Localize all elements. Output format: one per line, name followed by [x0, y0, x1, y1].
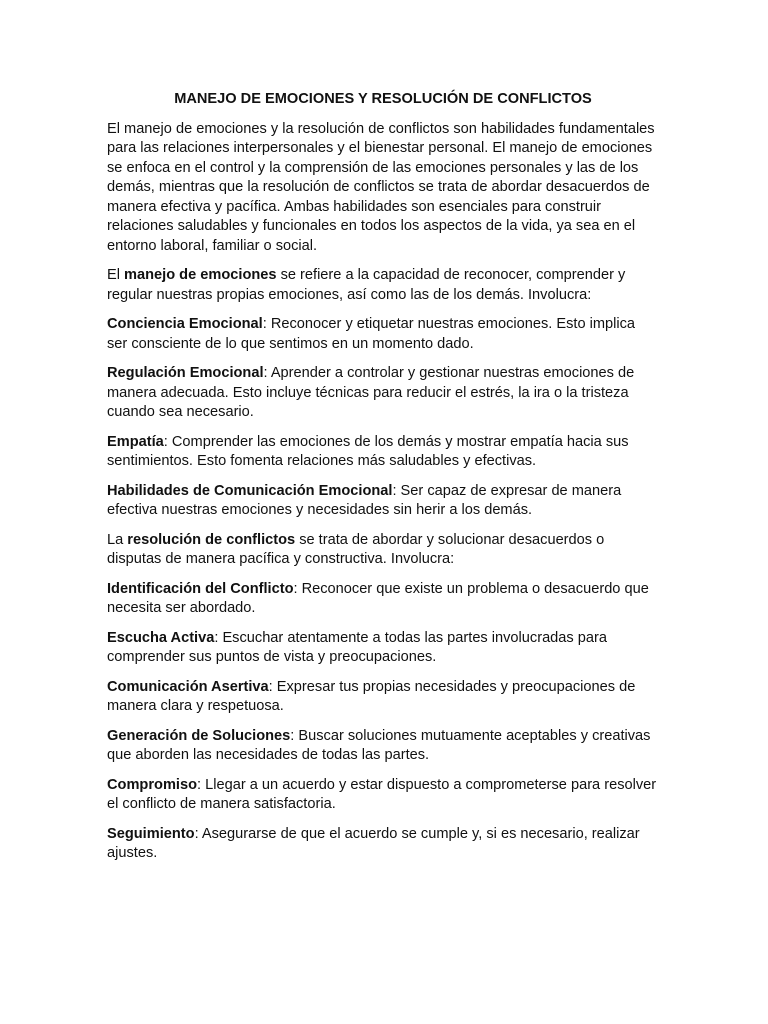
emotion-item [107, 433, 659, 472]
emotions-post-text: se refiere a la capacidad de reconocer, comprender y regular nuestras propias emociones, así como las de los demás. Involucra: [107, 267, 626, 303]
emotions-term: manejo de emociones [124, 267, 277, 284]
conflict-item-term: Compromiso [107, 776, 197, 793]
emotion-item [107, 482, 659, 521]
conflict-item-desc: : Expresar tus propias necesidades y preocupaciones de manera clara y respetuosa. [107, 678, 636, 715]
emotion-item-desc: : Aprender a controlar y gestionar nuestras emociones de manera adecuada. Esto incluye técnicas para reducir el estrés, la ira o la tristeza cuando sea necesario. [107, 365, 635, 421]
emotions-definition-paragraph [107, 266, 659, 305]
conflicts-post-text: se trata de abordar y solucionar desacuerdos o disputas de manera pacífica y constructiva. Involucra: [107, 531, 605, 568]
conflicts-term: resolución de conflictos [127, 531, 296, 548]
conflict-item [107, 776, 659, 815]
emotion-item-term: Regulación Emocional [107, 365, 264, 382]
conflict-item-term: Comunicación Asertiva [107, 678, 269, 695]
emotion-item-term: Empatía [107, 433, 164, 450]
conflicts-pre-text: La [107, 531, 128, 548]
conflict-item-desc: : Reconocer que existe un problema o desacuerdo que necesita ser abordado. [107, 580, 649, 617]
emotion-item-desc: : Ser capaz de expresar de manera efectiva nuestras emociones y necesidades sin herir a los demás. [107, 482, 622, 519]
emotions-pre-text: El [107, 267, 125, 284]
conflict-item-term: Identificación del Conflicto [107, 580, 294, 597]
conflict-item-desc: : Asegurarse de que el acuerdo se cumple y, si es necesario, realizar ajustes. [107, 825, 640, 862]
conflict-item [107, 825, 659, 864]
conflict-item-term: Seguimiento [107, 825, 195, 842]
conflict-item [107, 727, 659, 766]
emotion-item [107, 364, 659, 423]
document-page [107, 90, 659, 874]
conflict-item-term: Escucha Activa [107, 629, 215, 646]
emotion-item [107, 315, 659, 354]
intro-paragraph: El manejo de emociones y la resolución de conflictos son habilidades fundamentales para las relaciones interpersonales y el bienestar personal. El manejo de emociones se enfoca en el control y la comprensión de las emociones personales y las de los demás, mientras que la resolución de conflictos se trata de abordar desacuerdos de manera efectiva y pacífica. Ambas habilidades son esenciales para construir relaciones saludables y funcionales en todos los aspectos de la vida, ya sea en el entorno laboral, familiar o social. [107, 120, 655, 254]
emotion-item-term: Conciencia Emocional [107, 316, 263, 333]
conflict-item [107, 629, 659, 668]
conflicts-definition-paragraph [107, 531, 659, 570]
emotion-item-desc: : Reconocer y etiquetar nuestras emociones. Esto implica ser consciente de lo que sentimos en un momento dado. [107, 316, 636, 352]
emotion-item-term: Habilidades de Comunicación Emocional [107, 482, 393, 499]
emotion-item-desc: : Comprender las emociones de los demás y mostrar empatía hacia sus sentimientos. Esto fomenta relaciones más saludables y efectivas. [107, 433, 629, 470]
conflict-item [107, 580, 659, 619]
conflict-item-desc: : Escuchar atentamente a todas las partes involucradas para comprender sus puntos de vista y preocupaciones. [107, 629, 607, 666]
document-title: MANEJO DE EMOCIONES Y RESOLUCIÓN DE CONFLICTOS [174, 91, 592, 107]
conflict-item [107, 678, 659, 717]
conflict-item-desc: : Llegar a un acuerdo y estar dispuesto a comprometerse para resolver el conflicto de manera satisfactoria. [107, 776, 657, 813]
conflict-item-desc: : Buscar soluciones mutuamente aceptables y creativas que aborden las necesidades de todas las partes. [107, 727, 651, 764]
conflict-item-term: Generación de Soluciones [107, 727, 291, 744]
